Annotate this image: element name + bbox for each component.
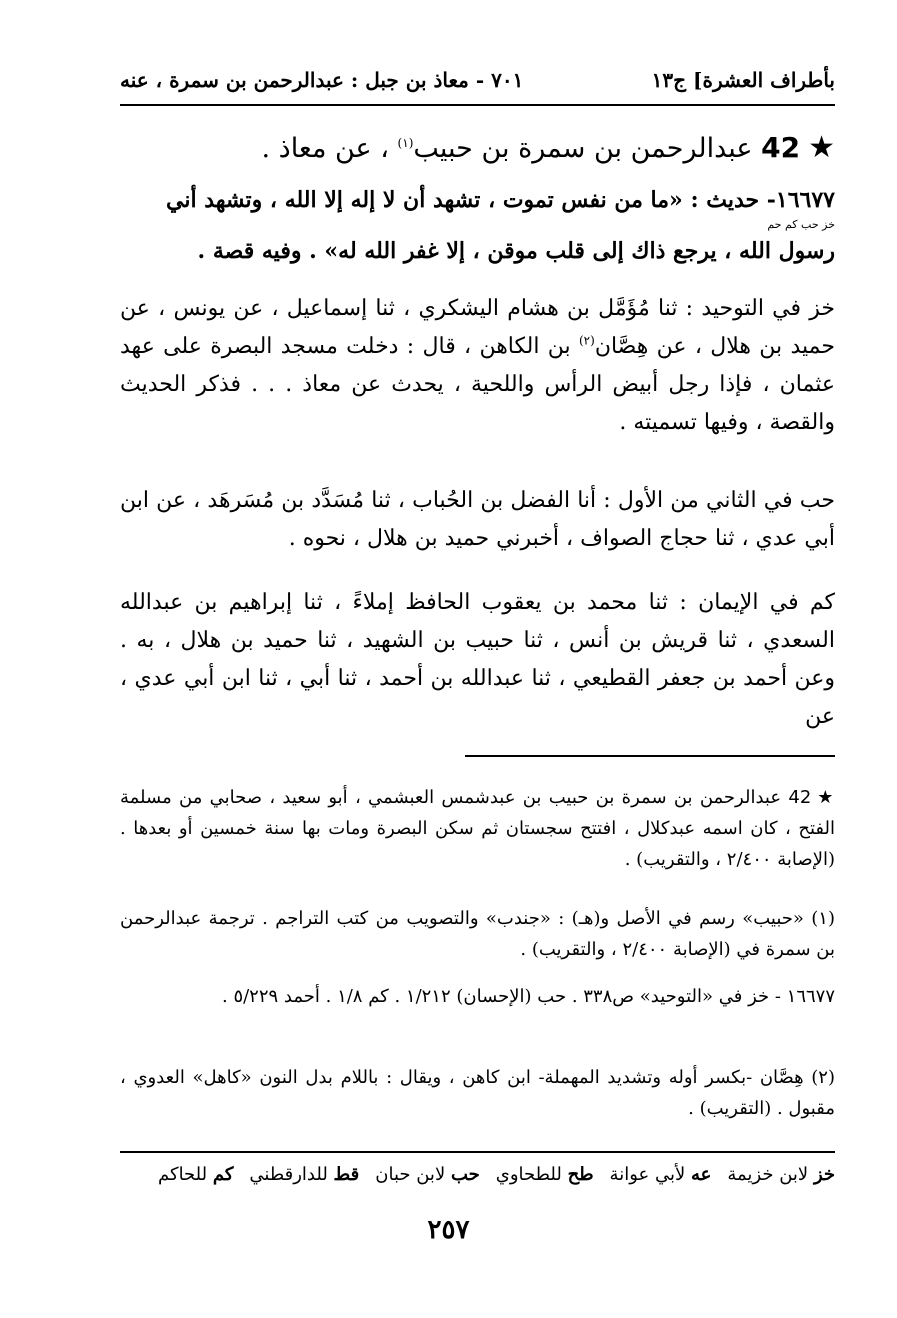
note-ref-1: (١) — [397, 136, 414, 150]
footnote-star-text: عبدالرحمن بن سمرة بن حبيب بن عبدشمس العبشمي ، أبو سعيد ، صحابي من مسلمة الفتح ، كان اسمه عبدكلال ، افتتح سجستان ثم سكن البصرة ومات بها سنة خمسين أو بعدها . (الإصابة ٢/٤٠٠ ، والتقريب) . — [120, 787, 835, 870]
legend-item: عه لأبي عوانة — [609, 1164, 712, 1185]
entry-number: 42 — [761, 131, 801, 164]
footnote-divider — [465, 755, 835, 757]
legend-item: قط للدارقطني — [249, 1164, 360, 1185]
paragraph-khuz-part1: خز في التوحيد : ثنا مُؤَمَّل بن هشام اليشكري ، ثنا إسماعيل ، عن يونس ، عن حميد بن هلال ، عن هِصَّان — [120, 296, 835, 359]
hadith-text-line2: رسول الله ، يرجع ذاك إلى قلب موقن ، إلا غفر الله له» . وفيه قصة . — [197, 238, 835, 264]
paragraph-hibban: حب في الثاني من الأول : أنا الفضل بن الحُباب ، ثنا مُسَدَّد بن مُسَرهَد ، عن ابن أبي عدي ، ثنا حجاج الصواف ، أخبرني حميد بن هلال ، نحوه . — [120, 488, 835, 551]
paragraph-khuz — [120, 290, 835, 442]
footnote-1: (١) «حبيب» رسم في الأصل و(هـ) : «جندب» والتصويب من كتب التراجم . ترجمة عبدالرحمن بن سمرة في (الإصابة ٢/٤٠٠ ، والتقريب) . — [120, 908, 835, 960]
legend-divider — [120, 1151, 835, 1153]
hadith-text-line1: ١٦٦٧٧- حديث : «ما من نفس تموت ، تشهد أن لا إله إلا الله ، وتشهد أني — [165, 187, 835, 213]
abbreviation-legend — [120, 1164, 835, 1185]
note-ref-2: (٢) — [578, 333, 595, 348]
entry-name: عبدالرحمن بن سمرة بن حبيب — [413, 133, 753, 164]
header-divider — [120, 104, 835, 106]
footnote-2: (٢) هِصَّان -بكسر أوله وتشديد المهملة- ابن كاهن ، ويقال : باللام بدل النون «كاهل» العدوي ، مقبول . (التقريب) . — [120, 1067, 835, 1119]
footnote-star-number: 42 — [788, 787, 812, 808]
star-icon: ★ — [817, 787, 835, 808]
star-icon: ★ — [808, 130, 835, 165]
legend-item: خز لابن خزيمة — [727, 1164, 835, 1185]
paragraph-khuz-part2: بن الكاهن ، قال : دخلت مسجد البصرة على عهد عثمان ، فإذا رجل أبيض الرأس واللحية ، يحدث عن معاذ . . . فذكر الحديث والقصة ، وفيها تسميته . — [120, 334, 835, 435]
header-section-title: ٧٠١ - معاذ بن جبل : عبدالرحمن بن سمرة ، عنه — [120, 68, 524, 92]
page-number: ٢٥٧ — [427, 1215, 470, 1245]
legend-item: طح للطحاوي — [495, 1164, 594, 1185]
hadith-sigla: خز حب كم حم — [767, 218, 835, 231]
header-book-title: بأطراف العشرة] ج١٣ — [651, 68, 835, 92]
footnote-hadith: ١٦٦٧٧ - خز في «التوحيد» ص٣٣٨ . حب (الإحسان) ١/٢١٢ . كم ١/٨ . أحمد ٥/٢٢٩ . — [221, 986, 835, 1007]
footnote-star — [120, 782, 835, 875]
paragraph-hakim: كم في الإيمان : ثنا محمد بن يعقوب الحافظ إملاءً ، ثنا إبراهيم بن عبدالله السعدي ، ثنا قريش بن أنس ، ثنا حبيب بن الشهيد ، ثنا حميد بن هلال ، به . وعن أحمد بن جعفر القطيعي ، ثنا عبدالله بن أحمد ، ثنا أبي ، ثنا ابن أبي عدي ، عن — [120, 590, 835, 729]
entry-tail: ، عن معاذ . — [261, 133, 389, 164]
legend-item: كم للحاكم — [158, 1164, 234, 1185]
running-header — [120, 60, 835, 100]
entry-heading — [120, 124, 835, 173]
legend-item: حب لابن حبان — [375, 1164, 480, 1185]
